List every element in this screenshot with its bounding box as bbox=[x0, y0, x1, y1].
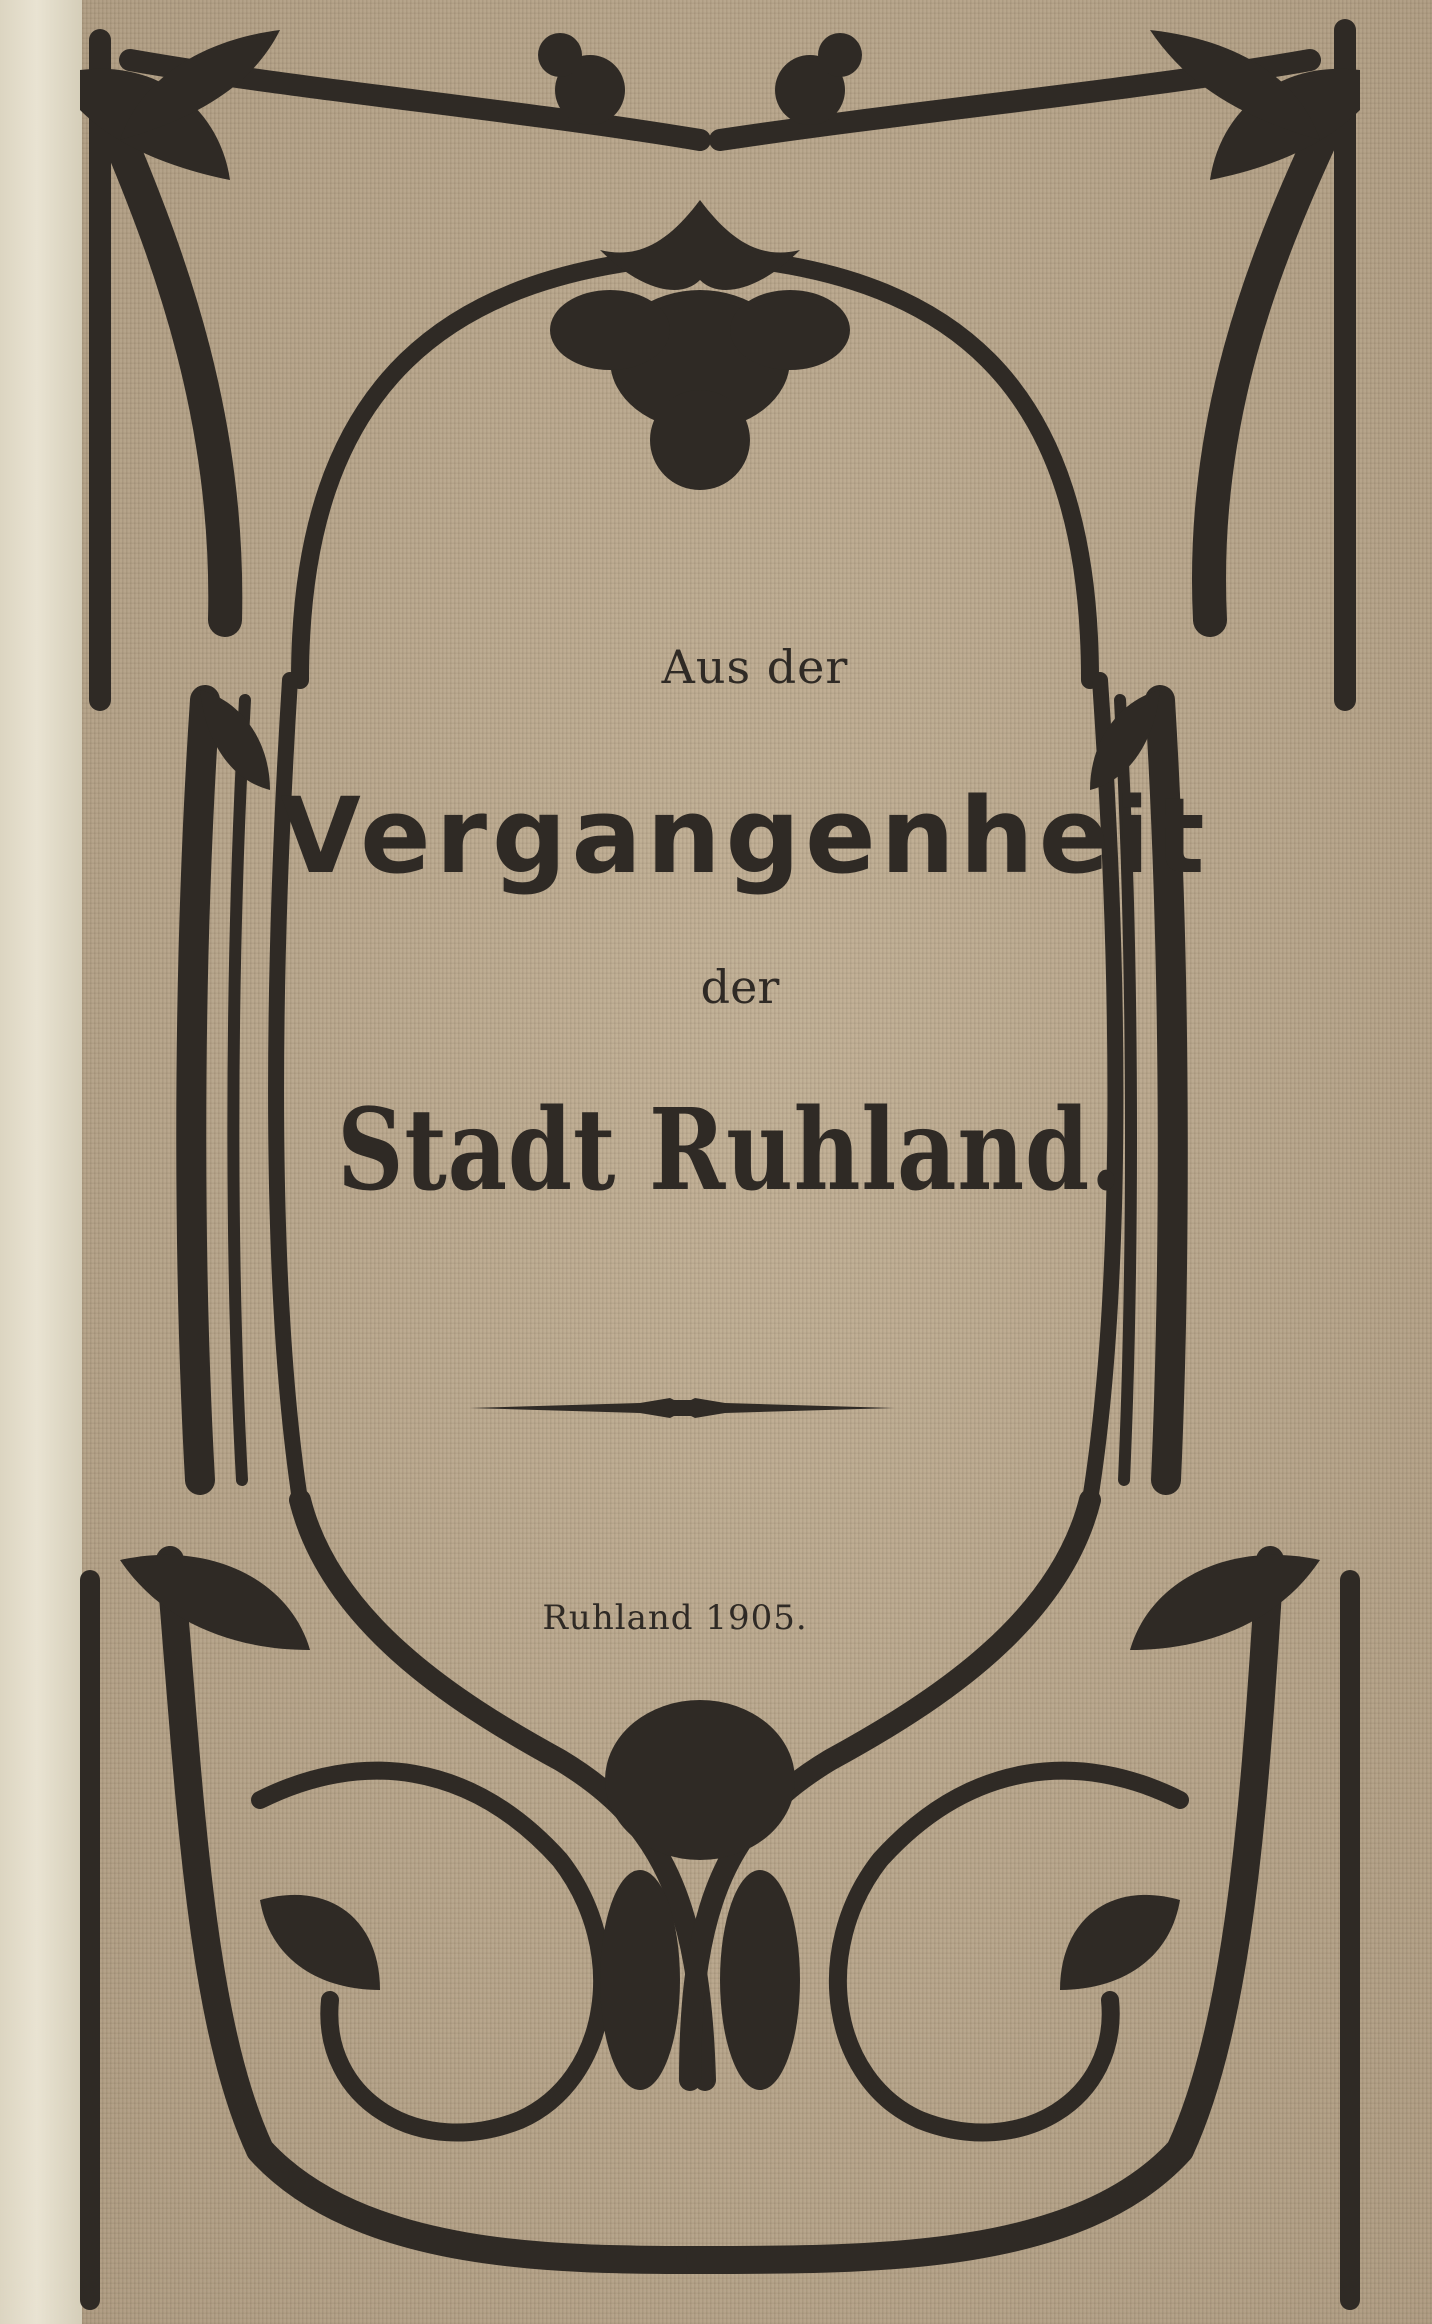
title-line-vergangenheit: Vergangenheit bbox=[280, 775, 1210, 897]
title-line-der: der bbox=[700, 960, 780, 1014]
imprint-place-year: Ruhland 1905. bbox=[542, 1598, 808, 1638]
title-line-aus-der: Aus der bbox=[661, 640, 849, 694]
title-line-stadt-ruhland: Stadt Ruhland. bbox=[337, 1085, 1123, 1216]
